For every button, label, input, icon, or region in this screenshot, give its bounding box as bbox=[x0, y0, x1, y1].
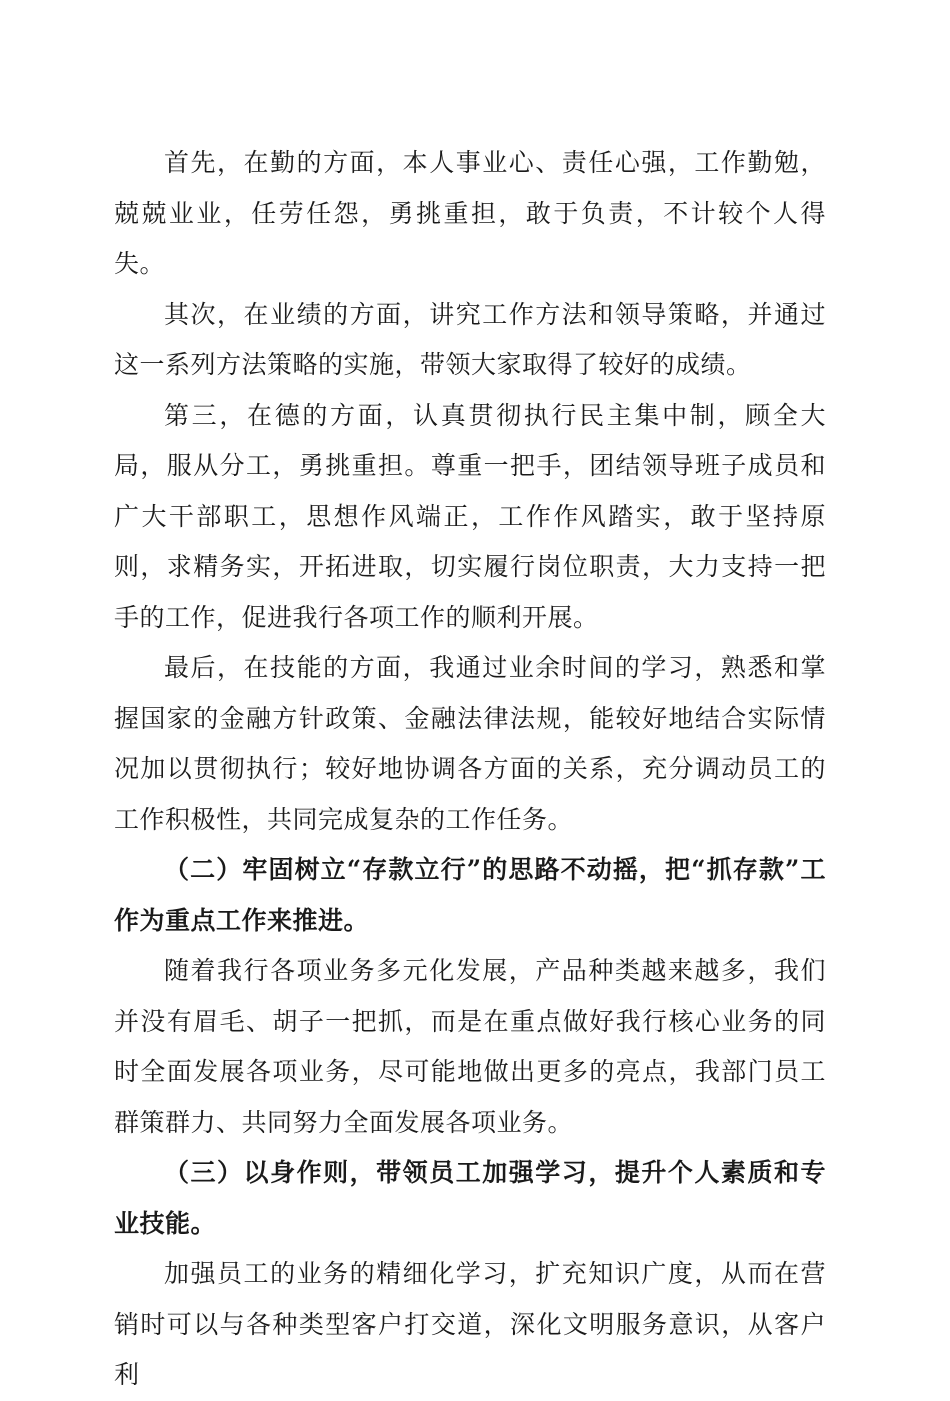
section-heading-learning: （三）以身作则，带领员工加强学习，提升个人素质和专业技能。 bbox=[114, 1158, 826, 1238]
paragraph-business-development: 随着我行各项业务多元化发展，产品种类越来越多，我们并没有眉毛、胡子一把抓，而是在重点做好我行核心业务的同时全面发展各项业务，尽可能地做出更多的亮点，我部门员工群策群力、共同努力全面发展各项业务。 bbox=[114, 956, 826, 1137]
paragraph-diligence: 首先，在勤的方面，本人事业心、责任心强，工作勤勉，兢兢业业，任劳任怨，勇挑重担，敢于负责，不计较个人得失。 bbox=[114, 148, 826, 278]
paragraph-performance: 其次，在业绩的方面，讲究工作方法和领导策略，并通过这一系列方法策略的实施，带领大家取得了较好的成绩。 bbox=[114, 299, 826, 379]
paragraph-morality: 第三，在德的方面，认真贯彻执行民主集中制，顾全大局，服从分工，勇挑重担。尊重一把手，团结领导班子成员和广大干部职工，思想作风端正，工作作风踏实，敢于坚持原则，求精务实，开拓进取，切实履行岗位职责，大力支持一把手的工作，促进我行各项工作的顺利开展。 bbox=[114, 400, 826, 632]
document-body bbox=[114, 138, 826, 1401]
paragraph-skills: 最后，在技能的方面，我通过业余时间的学习，熟悉和掌握国家的金融方针政策、金融法律法规，能较好地结合实际情况加以贯彻执行；较好地协调各方面的关系，充分调动员工的工作积极性，共同完成复杂的工作任务。 bbox=[114, 653, 826, 834]
paragraph-staff-training: 加强员工的业务的精细化学习，扩充知识广度，从而在营销时可以与各种类型客户打交道，深化文明服务意识，从客户利 bbox=[114, 1259, 826, 1389]
section-heading-deposits: （二）牢固树立“存款立行”的思路不动摇，把“抓存款”工作为重点工作来推进。 bbox=[114, 855, 826, 935]
